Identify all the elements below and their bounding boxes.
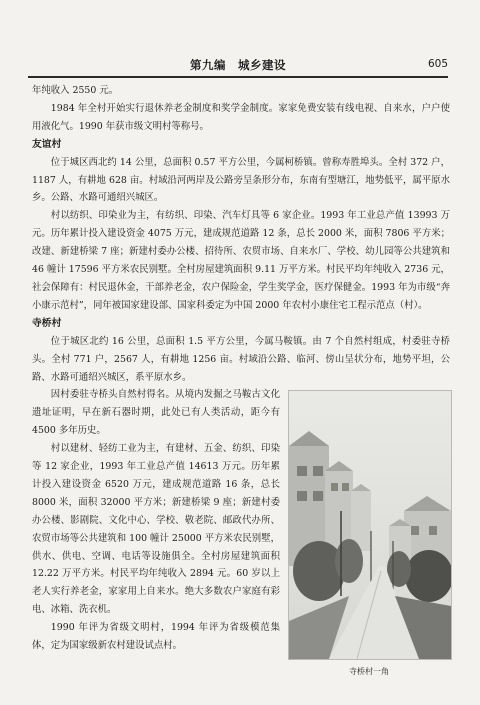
figure	[288, 390, 450, 678]
body-text	[32, 82, 450, 682]
village-photo	[288, 390, 452, 660]
paragraph-youyi-industry: 村以纺织、印染业为主，有纺织、印染、汽车灯具等 6 家企业。1993 年工业总产值 13993 万元。历年累计投入建设资金 4075 万元，建成规范道路 12 条，总长 2000 米，面积 7806 平方米；改建、新建桥梁 7 座；新建村委办公楼、招待所、农贸市场、自来水厂、学校、幼儿园等公共建筑和 46 幢计 17596 平方米农民别墅。全村房屋建筑面积 9.11 万平方米。村民平均年纯收入 2736 元，社会保障有：村民退休金，干部养老金，农户保险金，学生奖学金，医疗保健金。1993 年为市级“奔小康示范村”，同年被国家建设部、国家科委定为中国 2000 年农村小康住宅工程示范点（村）。	[32, 210, 450, 311]
paragraph-siqiao-location: 位于城区北约 16 公里，总面积 1.5 平方公里，今属马鞍镇。由 7 个自然村组成，村委驻寺桥头。全村 771 户，2567 人，有耕地 1256 亩。村域沿公路、临河、傍山呈状分布，地势平坦，公路、水路可通绍兴城区，系平原水乡。	[32, 335, 450, 383]
section-title-header: 第九编 城乡建设	[190, 58, 286, 72]
paragraph-pension: 1984 年全村开始实行退休养老金制度和奖学金制度。家家免费安装有线电视、自来水，户户使用液化气。1990 年获市级文明村等称号。	[32, 102, 450, 132]
page-header	[28, 54, 448, 78]
paragraph-continued: 年纯收入 2550 元。	[32, 85, 119, 96]
paragraph-youyi-location: 位于城区西北约 14 公里，总面积 0.57 平方公里，今属柯桥镇。曾称寿胜埠头。全村 372 户，1187 人，有耕地 628 亩。村域沿河两岸及公路旁呈条形分布，东南有型塘江，地势低平，属平原水乡。公路、水路可通绍兴城区。	[32, 156, 450, 204]
paragraph-siqiao-history: 因村委驻寺桥头自然村得名。从境内发掘之马鞍古文化遗址证明，早在新石器时期，此处已有人类活动，距今有 4500 多年历史。	[32, 389, 280, 437]
figure-block	[32, 386, 450, 677]
paragraph-siqiao-industry: 村以建材、轻纺工业为主，有建材、五金、纺织、印染等 12 家企业，1993 年工业总产值 14613 万元。历年累计投入建设资金 6520 万元，建成规范道路 16 条，总长 8000 米，面积 32000 平方米；新建桥梁 9 座；新建村委办公楼、影剧院、文化中心、学校、敬老院、邮政代办所、农贸市场等公共建筑和 100 幢计 25000 平方米农民别墅，供水、供电、空调、电话等设施俱全。全村房屋建筑面积 12.22 万平方米。村民平均年纯收入 2894 元。60 岁以上老人实行养老金，家家用上自来水。绝大多数农户家庭有彩电、冰箱、洗衣机。	[32, 443, 280, 616]
heading-siqiao-village: 寺桥村	[32, 317, 62, 329]
paragraph-siqiao-honors: 1990 年评为省级文明村，1994 年评为省级模范集体，定为国家级新农村建设试点村。	[32, 622, 280, 652]
heading-youyi-village: 友谊村	[32, 138, 62, 150]
header-rule	[28, 76, 448, 78]
page-number: 605	[427, 58, 448, 70]
figure-caption: 寺桥村一角	[349, 667, 389, 677]
